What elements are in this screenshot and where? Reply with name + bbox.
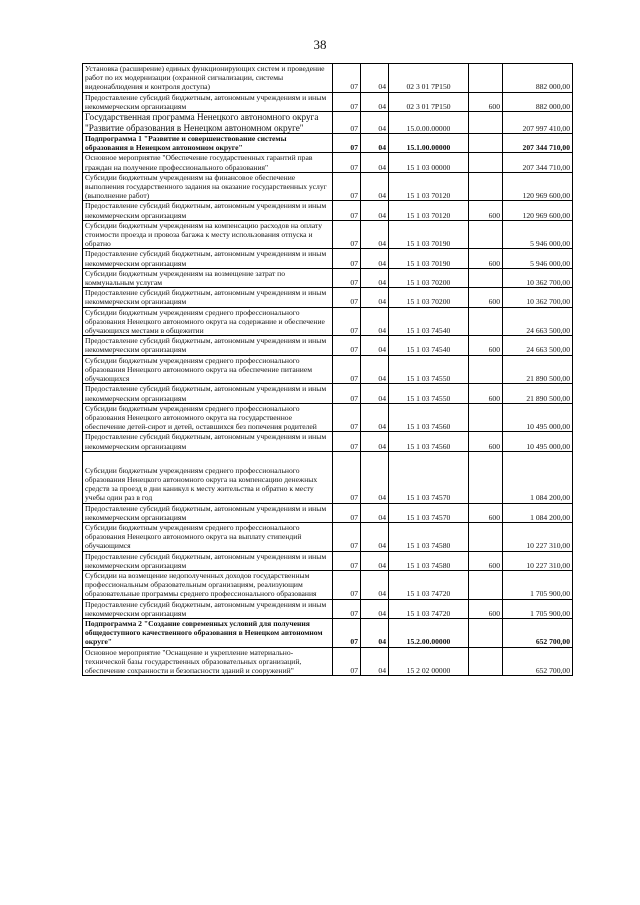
table-row xyxy=(83,570,573,599)
row-section: 07 xyxy=(333,288,361,307)
row-name: Предоставление субсидий бюджетным, автономным учреждениям и иным некоммерческим организациям xyxy=(83,288,333,307)
row-expense-type: 600 xyxy=(469,384,503,403)
row-amount: 120 969 600,00 xyxy=(503,172,573,201)
row-section: 07 xyxy=(333,64,361,93)
row-expense-type: 600 xyxy=(469,288,503,307)
row-name: Предоставление субсидий бюджетным, автономным учреждениям и иным некоммерческим организациям xyxy=(83,432,333,451)
row-target-article: 15 2 02 00000 xyxy=(389,647,469,676)
row-amount: 10 495 000,00 xyxy=(503,432,573,451)
row-subsection: 04 xyxy=(361,355,389,384)
row-subsection: 04 xyxy=(361,249,389,268)
row-name: Предоставление субсидий бюджетным, автономным учреждениям и иным некоммерческим организациям xyxy=(83,384,333,403)
row-expense-type xyxy=(469,355,503,384)
row-subsection: 04 xyxy=(361,307,389,336)
row-section: 07 xyxy=(333,220,361,249)
row-amount: 5 946 000,00 xyxy=(503,249,573,268)
table-row xyxy=(83,201,573,220)
row-target-article: 15 1 03 70190 xyxy=(389,220,469,249)
row-section: 07 xyxy=(333,451,361,503)
row-target-article: 15 1 03 74540 xyxy=(389,307,469,336)
row-target-article: 15 1 03 74560 xyxy=(389,432,469,451)
row-subsection: 04 xyxy=(361,134,389,153)
row-section: 07 xyxy=(333,599,361,618)
row-expense-type xyxy=(469,403,503,432)
row-amount: 10 227 310,00 xyxy=(503,522,573,551)
row-amount: 1 084 200,00 xyxy=(503,451,573,503)
row-amount: 207 997 410,00 xyxy=(503,112,573,134)
row-expense-type: 600 xyxy=(469,92,503,111)
budget-table xyxy=(82,63,573,676)
row-subsection: 04 xyxy=(361,220,389,249)
row-expense-type xyxy=(469,134,503,153)
row-expense-type xyxy=(469,451,503,503)
row-name: Предоставление субсидий бюджетным, автономным учреждениям и иным некоммерческим организациям xyxy=(83,599,333,618)
row-target-article: 15 1 03 74560 xyxy=(389,403,469,432)
row-amount: 1 084 200,00 xyxy=(503,503,573,522)
row-name: Подпрограмма 2 "Создание современных условий для получения общедоступного качественного образования в Ненецком автономном округе" xyxy=(83,618,333,647)
row-expense-type: 600 xyxy=(469,551,503,570)
row-section: 07 xyxy=(333,570,361,599)
row-subsection: 04 xyxy=(361,268,389,287)
row-name: Предоставление субсидий бюджетным, автономным учреждениям и иным некоммерческим организациям xyxy=(83,503,333,522)
row-subsection: 04 xyxy=(361,384,389,403)
row-section: 07 xyxy=(333,307,361,336)
row-expense-type xyxy=(469,268,503,287)
table-row xyxy=(83,336,573,355)
row-amount: 10 362 700,00 xyxy=(503,268,573,287)
row-expense-type xyxy=(469,64,503,93)
row-target-article: 15.2.00.00000 xyxy=(389,618,469,647)
row-name: Субсидии бюджетным учреждениям среднего профессионального образования Ненецкого автономного округа на государственное обеспечение детей-сирот и детей, оставшихся без попечения родителей xyxy=(83,403,333,432)
row-section: 07 xyxy=(333,172,361,201)
row-section: 07 xyxy=(333,432,361,451)
row-target-article: 15 1 03 74580 xyxy=(389,551,469,570)
row-target-article: 15.0.00.00000 xyxy=(389,112,469,134)
table-row xyxy=(83,112,573,134)
table-row xyxy=(83,268,573,287)
row-amount: 21 890 500,00 xyxy=(503,355,573,384)
table-row xyxy=(83,249,573,268)
table-row xyxy=(83,551,573,570)
row-amount: 207 344 710,00 xyxy=(503,134,573,153)
row-expense-type: 600 xyxy=(469,503,503,522)
row-subsection: 04 xyxy=(361,618,389,647)
table-row xyxy=(83,134,573,153)
row-subsection: 04 xyxy=(361,336,389,355)
table-row xyxy=(83,153,573,172)
row-name: Субсидии на возмещение недополученных доходов государственным профессиональным образовательным организациям, реализующим образовательные программы среднего профессионального образования xyxy=(83,570,333,599)
row-expense-type xyxy=(469,153,503,172)
table-row xyxy=(83,599,573,618)
row-expense-type xyxy=(469,522,503,551)
row-amount: 1 705 900,00 xyxy=(503,599,573,618)
table-row xyxy=(83,618,573,647)
row-amount: 207 344 710,00 xyxy=(503,153,573,172)
row-subsection: 04 xyxy=(361,403,389,432)
row-amount: 120 969 600,00 xyxy=(503,201,573,220)
row-name: Предоставление субсидий бюджетным, автономным учреждениям и иным некоммерческим организациям xyxy=(83,201,333,220)
row-amount: 882 000,00 xyxy=(503,92,573,111)
row-expense-type: 600 xyxy=(469,432,503,451)
row-expense-type xyxy=(469,172,503,201)
row-subsection: 04 xyxy=(361,599,389,618)
row-name: Предоставление субсидий бюджетным, автономным учреждениям и иным некоммерческим организациям xyxy=(83,92,333,111)
row-amount: 10 227 310,00 xyxy=(503,551,573,570)
page-number: 38 xyxy=(313,37,327,52)
table-row xyxy=(83,307,573,336)
table-row xyxy=(83,384,573,403)
row-target-article: 02 3 01 7Р150 xyxy=(389,92,469,111)
row-amount: 24 663 500,00 xyxy=(503,307,573,336)
row-target-article: 15 1 03 70120 xyxy=(389,172,469,201)
row-subsection: 04 xyxy=(361,432,389,451)
row-name: Субсидии бюджетным учреждениям на компенсацию расходов на оплату стоимости проезда и провоза багажа к месту использования отпуска и обратно xyxy=(83,220,333,249)
row-name: Установка (расширение) единых функционирующих систем и проведение работ по их модернизации (охранной сигнализации, системы видеонаблюдения и контроля доступа) xyxy=(83,64,333,93)
row-target-article: 15 1 03 70200 xyxy=(389,288,469,307)
row-target-article: 15 1 03 74570 xyxy=(389,451,469,503)
row-amount: 652 700,00 xyxy=(503,647,573,676)
row-section: 07 xyxy=(333,551,361,570)
row-section: 07 xyxy=(333,647,361,676)
row-name: Субсидии бюджетным учреждениям среднего профессионального образования Ненецкого автономного округа на выплату стипендий обучающимся xyxy=(83,522,333,551)
row-amount: 24 663 500,00 xyxy=(503,336,573,355)
row-expense-type xyxy=(469,112,503,134)
row-subsection: 04 xyxy=(361,153,389,172)
table-row xyxy=(83,647,573,676)
row-amount: 882 000,00 xyxy=(503,64,573,93)
row-name: Субсидии бюджетным учреждениям на финансовое обеспечение выполнения государственного задания на оказание государственных услуг (выполнение работ) xyxy=(83,172,333,201)
row-subsection: 04 xyxy=(361,92,389,111)
row-name: Предоставление субсидий бюджетным, автономным учреждениям и иным некоммерческим организациям xyxy=(83,551,333,570)
row-subsection: 04 xyxy=(361,201,389,220)
row-name: Субсидии бюджетным учреждениям среднего профессионального образования Ненецкого автономного округа на обеспечение питанием обучающихся xyxy=(83,355,333,384)
row-name: Субсидии бюджетным учреждениям среднего профессионального образования Ненецкого автономного округа на содержание и обеспечение обучающихся местами в общежитии xyxy=(83,307,333,336)
row-target-article: 02 3 01 7Р150 xyxy=(389,64,469,93)
row-section: 07 xyxy=(333,355,361,384)
row-section: 07 xyxy=(333,336,361,355)
row-amount: 10 362 700,00 xyxy=(503,288,573,307)
row-section: 07 xyxy=(333,268,361,287)
table-row xyxy=(83,172,573,201)
row-expense-type: 600 xyxy=(469,249,503,268)
row-expense-type xyxy=(469,220,503,249)
row-section: 07 xyxy=(333,522,361,551)
row-amount: 652 700,00 xyxy=(503,618,573,647)
row-target-article: 15 1 03 74550 xyxy=(389,384,469,403)
row-target-article: 15.1.00.00000 xyxy=(389,134,469,153)
row-section: 07 xyxy=(333,618,361,647)
row-section: 07 xyxy=(333,503,361,522)
row-name: Субсидии бюджетным учреждениям на возмещение затрат по коммунальным услугам xyxy=(83,268,333,287)
row-subsection: 04 xyxy=(361,112,389,134)
row-section: 07 xyxy=(333,153,361,172)
table-row xyxy=(83,64,573,93)
row-section: 07 xyxy=(333,112,361,134)
row-subsection: 04 xyxy=(361,570,389,599)
row-name: Подпрограмма 1 "Развитие и совершенствование системы образования в Ненецком автономном округе" xyxy=(83,134,333,153)
row-subsection: 04 xyxy=(361,551,389,570)
row-name: Основное мероприятие "Обеспечение государственных гарантий прав граждан на получение профессионального образования" xyxy=(83,153,333,172)
row-name: Предоставление субсидий бюджетным, автономным учреждениям и иным некоммерческим организациям xyxy=(83,336,333,355)
row-expense-type xyxy=(469,570,503,599)
row-name: Основное мероприятие "Оснащение и укрепление материально-технической базы государственных образовательных организаций, обеспечение сохранности и безопасности зданий и сооружений" xyxy=(83,647,333,676)
row-subsection: 04 xyxy=(361,172,389,201)
table-row xyxy=(83,451,573,503)
row-amount: 1 705 900,00 xyxy=(503,570,573,599)
table-row xyxy=(83,403,573,432)
table-row xyxy=(83,220,573,249)
row-subsection: 04 xyxy=(361,522,389,551)
row-subsection: 04 xyxy=(361,647,389,676)
row-target-article: 15 1 03 74540 xyxy=(389,336,469,355)
row-target-article: 15 1 03 74570 xyxy=(389,503,469,522)
row-name: Государственная программа Ненецкого автономного округа "Развитие образования в Ненецком автономном округе" xyxy=(83,112,333,134)
row-name: Предоставление субсидий бюджетным, автономным учреждениям и иным некоммерческим организациям xyxy=(83,249,333,268)
row-expense-type: 600 xyxy=(469,201,503,220)
row-expense-type xyxy=(469,618,503,647)
row-target-article: 15 1 03 74720 xyxy=(389,599,469,618)
row-expense-type: 600 xyxy=(469,336,503,355)
table-row xyxy=(83,288,573,307)
row-target-article: 15 1 03 74550 xyxy=(389,355,469,384)
row-target-article: 15 1 03 00000 xyxy=(389,153,469,172)
row-subsection: 04 xyxy=(361,503,389,522)
table-row xyxy=(83,503,573,522)
row-section: 07 xyxy=(333,403,361,432)
row-subsection: 04 xyxy=(361,64,389,93)
row-expense-type xyxy=(469,307,503,336)
row-section: 07 xyxy=(333,249,361,268)
row-target-article: 15 1 03 70190 xyxy=(389,249,469,268)
table-row xyxy=(83,432,573,451)
row-amount: 10 495 000,00 xyxy=(503,403,573,432)
row-name: Субсидии бюджетным учреждениям среднего профессионального образования Ненецкого автономного округа на компенсацию денежных средств за проезд в дни каникул к месту жительства и обратно к месту учебы один раз в год xyxy=(83,451,333,503)
row-target-article: 15 1 03 70120 xyxy=(389,201,469,220)
row-expense-type: 600 xyxy=(469,599,503,618)
row-section: 07 xyxy=(333,201,361,220)
row-subsection: 04 xyxy=(361,451,389,503)
row-target-article: 15 1 03 74720 xyxy=(389,570,469,599)
table-row xyxy=(83,92,573,111)
row-amount: 5 946 000,00 xyxy=(503,220,573,249)
row-section: 07 xyxy=(333,134,361,153)
table-row xyxy=(83,355,573,384)
row-target-article: 15 1 03 70200 xyxy=(389,268,469,287)
row-target-article: 15 1 03 74580 xyxy=(389,522,469,551)
row-section: 07 xyxy=(333,92,361,111)
table-row xyxy=(83,522,573,551)
row-expense-type xyxy=(469,647,503,676)
row-section: 07 xyxy=(333,384,361,403)
row-subsection: 04 xyxy=(361,288,389,307)
row-amount: 21 890 500,00 xyxy=(503,384,573,403)
